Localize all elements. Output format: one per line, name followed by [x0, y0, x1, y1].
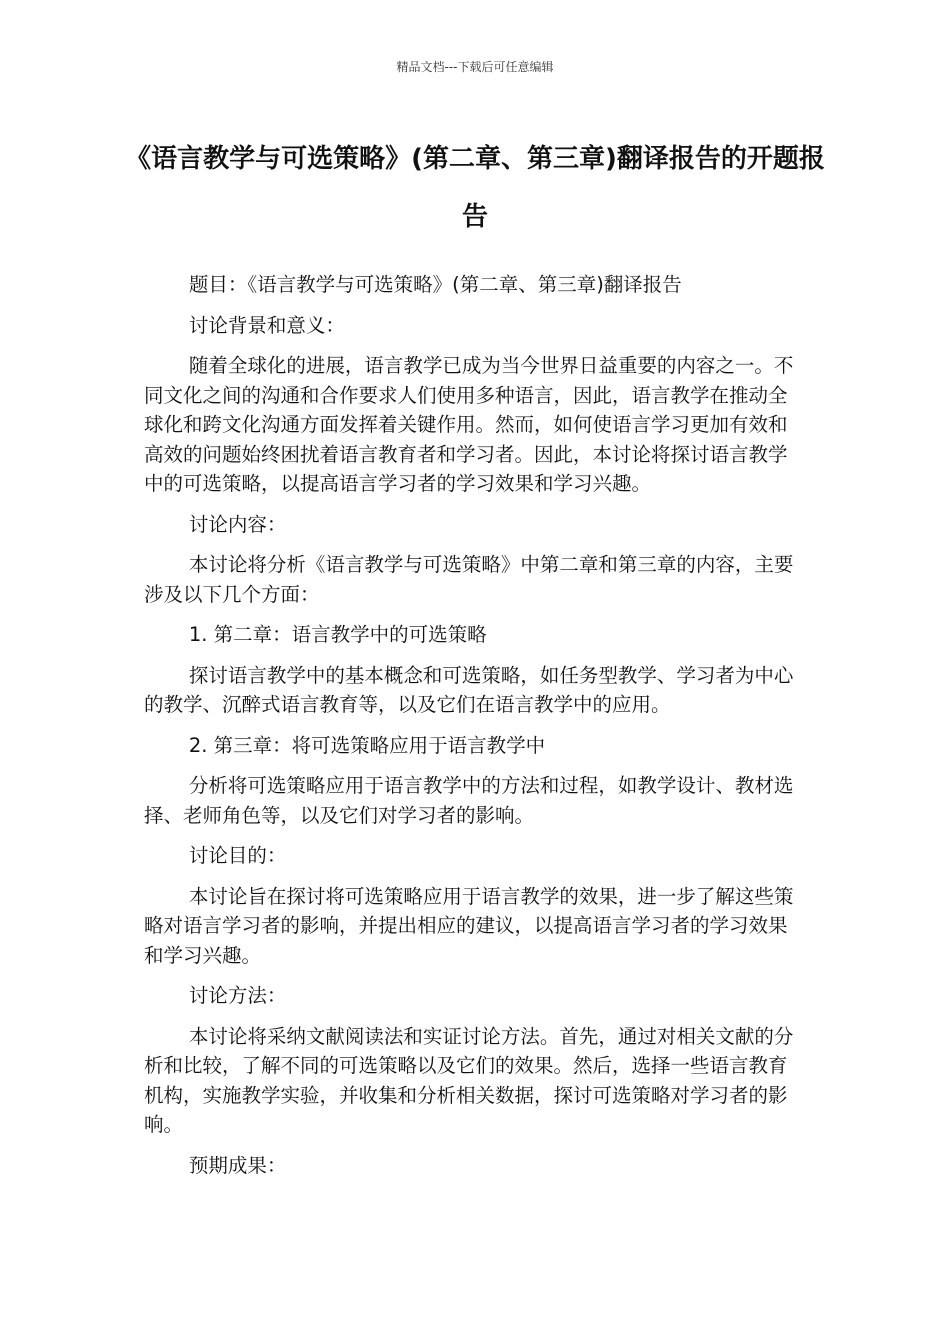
section-heading-content: 讨论内容： — [188, 512, 287, 536]
background-paragraph: 随着全球化的进展，语言教学已成为当今世界日益重要的内容之一。不同文化之间的沟通和合作要求人们使用多种语言，因此，语言教学在推动全球化和跨文化沟通方面发挥着关键作用。然而，如何使语言学习更加有效和高效的问题始终困扰着语言教育者和学习者。因此，本讨论将探讨语言教学中的可选策略，以提高语言学习者的学习效果和学习兴趣。 — [144, 354, 794, 495]
section-heading-purpose: 讨论目的： — [188, 844, 287, 867]
chapter-two-item: 1. 第二章：语言教学中的可选策略 — [188, 623, 487, 646]
chapter-three-paragraph: 分析将可选策略应用于语言教学中的方法和过程，如教学设计、教材选择、老师角色等，以及它们对学习者的影响。 — [144, 774, 794, 827]
page-header: 精品文档---下载后可任意编辑 — [396, 60, 554, 74]
section-heading-method: 讨论方法： — [188, 984, 287, 1007]
section-heading-background: 讨论背景和意义： — [188, 313, 345, 337]
chapter-two-paragraph: 探讨语言教学中的基本概念和可选策略，如任务型教学、学习者为中心的教学、沉醉式语言教育等，以及它们在语言教学中的应用。 — [144, 663, 794, 716]
purpose-paragraph: 本讨论旨在探讨将可选策略应用于语言教学的效果，进一步了解这些策略对语言学习者的影响，并提出相应的建议，以提高语言学习者的学习效果和学习兴趣。 — [144, 884, 794, 967]
topic-line: 题目：《语言教学与可选策略》(第二章、第三章)翻译报告 — [188, 273, 682, 296]
content-intro-paragraph: 本讨论将分析《语言教学与可选策略》中第二章和第三章的内容，主要涉及以下几个方面： — [144, 553, 794, 606]
section-heading-outcomes: 预期成果： — [188, 1153, 287, 1177]
method-paragraph: 本讨论将采纳文献阅读法和实证讨论方法。首先，通过对相关文献的分析和比较，了解不同的可选策略以及它们的效果。然后，选择一些语言教育机构，实施教学实验，并收集和分析相关数据，探讨可选策略对学习者的影响。 — [144, 1024, 794, 1136]
chapter-three-item: 2. 第三章：将可选策略应用于语言教学中 — [188, 733, 546, 757]
document-title: 《语言教学与可选策略》(第二章、第三章)翻译报告的开题报告 — [125, 144, 825, 232]
document-body — [144, 270, 794, 1191]
